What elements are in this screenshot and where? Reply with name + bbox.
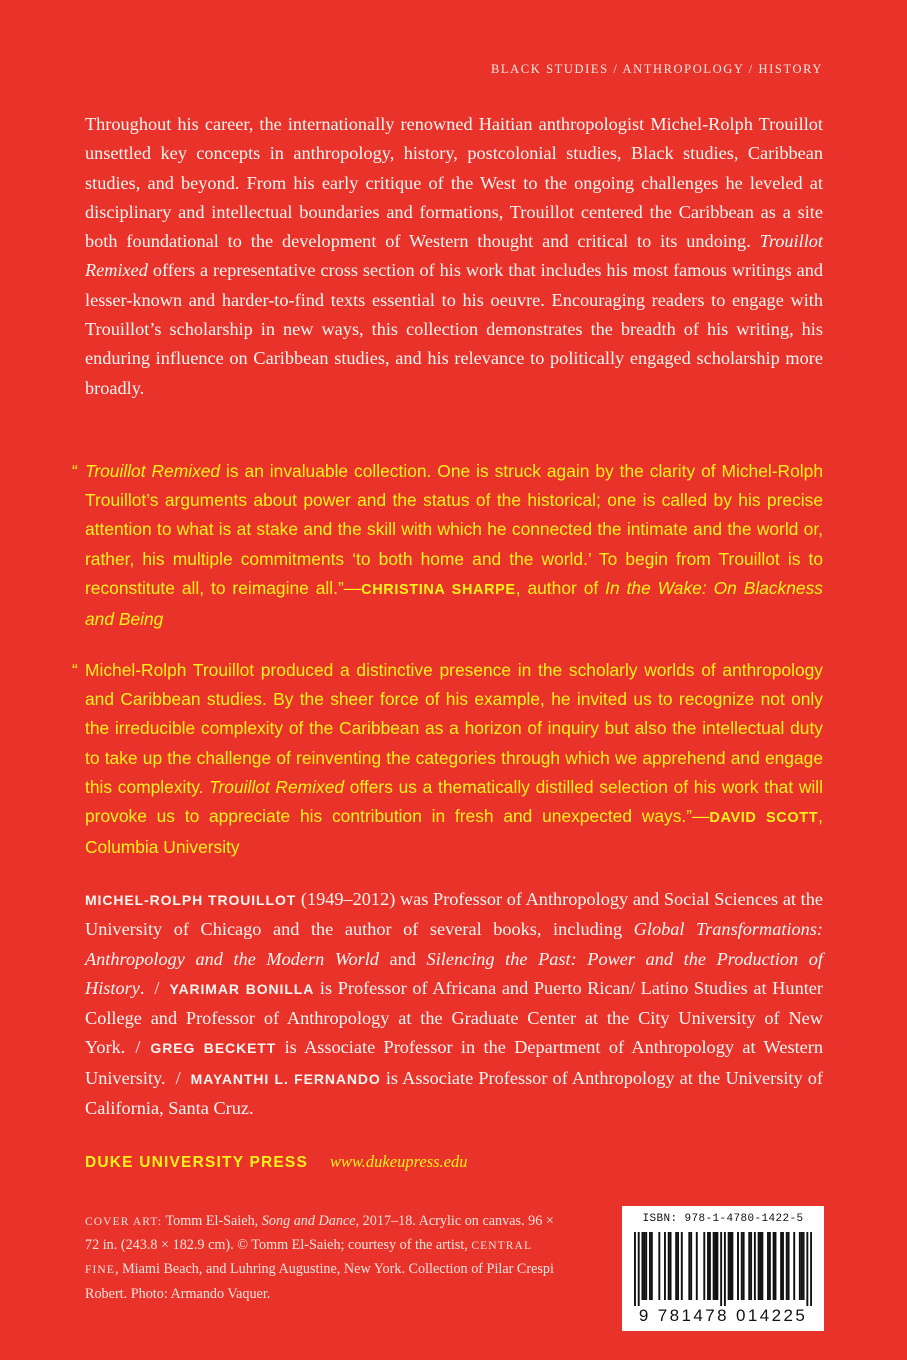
quote-affiliation: , author of — [515, 577, 606, 598]
quote-text: offers us a thematically distilled selection of his work that will provoke us to appreciate his contribution in fresh and unexpected ways.”— — [85, 776, 824, 827]
credits-text: , Miami Beach, and Luhring Augustine, New York. Collection of Pilar Crespi Robert. Photo: Armando Vaquer. — [85, 1261, 554, 1302]
description-text: offers a representative cross section of his work that includes his most famous writings and lesser-known and harder-to-find texts essential to his oeuvre. Encouraging readers to engage with Trouillot’s scholarship in new ways, this collection demonstrates the breadth of his writing, his enduring influence on Caribbean studies, and his relevance to politically engaged scholarship more broadly. — [85, 260, 823, 398]
bio-book-title: Global Transformations: Anthropology and the Modern World — [85, 919, 824, 969]
barcode-bar — [743, 1232, 745, 1300]
barcode-bar — [748, 1232, 750, 1300]
barcode-bar — [720, 1232, 722, 1306]
barcode-bar — [709, 1232, 711, 1300]
author-bios — [85, 885, 823, 1123]
barcode-bar — [761, 1232, 763, 1300]
barcode-bar — [675, 1232, 677, 1300]
bio-text: . — [139, 977, 145, 998]
barcode-bar — [769, 1232, 771, 1300]
publisher-name: DUKE UNIVERSITY PRESS — [85, 1154, 309, 1171]
bio-separator: / — [175, 1067, 181, 1088]
barcode-bar — [737, 1232, 739, 1300]
barcode-bar — [715, 1232, 717, 1300]
endorsement-quote — [72, 656, 824, 862]
bio-text: is Professor of Africana and Puerto Rican/ Latino Studies at Hunter College and Professor of Anthropology at the Graduate Center at the City University of New York. — [85, 977, 823, 1058]
bio-text: is Associate Professor in the Department of Anthropology at Western University. — [85, 1037, 823, 1088]
barcode-bar — [643, 1232, 645, 1300]
barcode-bar — [677, 1232, 679, 1300]
quote-affiliation: , Columbia University — [85, 806, 823, 858]
barcode-bar — [681, 1232, 683, 1300]
barcode-bar — [707, 1232, 709, 1300]
barcode-bar — [767, 1232, 769, 1300]
barcode-bar — [638, 1232, 640, 1306]
barcode-bar — [793, 1232, 795, 1300]
barcode-bar — [728, 1232, 730, 1300]
barcode-bar — [658, 1232, 660, 1300]
credits-text: , 2017–18. Acrylic on canvas. 96 × 72 in. (243.8 × 182.9 cm). © Tomm El-Saieh; courtesy of the artist, — [85, 1213, 554, 1254]
quote-mark: “ — [72, 461, 78, 481]
barcode-bar — [670, 1232, 672, 1300]
barcode-bar — [690, 1232, 692, 1300]
quote-author: CHRISTINA SHARPE — [361, 581, 516, 598]
quote-mark: “ — [72, 660, 78, 680]
bio-text: (1949–2012) was Professor of Anthropology and Social Sciences at the University of Chicago and the author of several books, including — [85, 889, 823, 940]
book-title: Trouillot Remixed — [209, 776, 345, 797]
barcode-bar — [634, 1232, 636, 1306]
barcode-bar — [668, 1232, 670, 1300]
barcode-bar — [754, 1232, 756, 1300]
barcode-bar — [651, 1232, 653, 1300]
credits-text: Tomm El-Saieh, — [162, 1213, 262, 1229]
barcode-bar — [741, 1232, 743, 1300]
barcode-bar — [788, 1232, 790, 1300]
quote-author: DAVID SCOTT — [709, 810, 819, 827]
bio-book-title: Silencing the Past: Power and the Production of History — [85, 948, 823, 998]
barcode-bar — [731, 1232, 733, 1300]
barcode-bar — [782, 1232, 784, 1300]
quote-text: Michel-Rolph Trouillot produced a distinctive presence in the scholarly worlds of anthropology and Caribbean studies. By the sheer force of his example, he invited us to recognize not only the irreducible complexity of the Caribbean as a horizon of inquiry but also the intellectual duty to take up the challenge of reinventing the categories through which we apprehend and engage this complexity. — [85, 660, 823, 797]
book-title: Trouillot Remixed — [85, 231, 823, 281]
barcode-bar — [775, 1232, 777, 1300]
barcode-bar — [641, 1232, 643, 1300]
ean-number: 9 781478 014225 — [638, 1306, 808, 1325]
barcode-bar — [806, 1232, 808, 1306]
barcode-bar — [716, 1232, 718, 1300]
barcode-bar — [786, 1232, 788, 1300]
publisher-url[interactable]: www.dukeupress.edu — [330, 1152, 468, 1171]
barcode-bar — [688, 1232, 690, 1300]
gallery-name: CENTRAL FINE — [85, 1240, 532, 1277]
publisher-line — [85, 1152, 468, 1172]
barcode-bar — [713, 1232, 715, 1300]
credits-label: COVER ART: — [85, 1216, 163, 1228]
bio-text: and — [378, 948, 427, 969]
book-title: Trouillot Remixed — [85, 461, 221, 481]
barcode-bar — [645, 1232, 647, 1300]
barcode-bar — [758, 1232, 760, 1300]
barcode-bar — [780, 1232, 782, 1300]
bio-text: is Associate Professor of Anthropology at the University of California, Santa Cruz. — [85, 1067, 823, 1119]
bio-name: MICHEL-ROLPH TROUILLOT — [85, 892, 297, 908]
barcode-icon — [634, 1232, 812, 1306]
barcode-bar — [724, 1232, 726, 1306]
barcode-bar — [810, 1232, 812, 1306]
description-text: Throughout his career, the internationally renowned Haitian anthropologist Michel-Rolph Trouillot unsettled key concepts in anthropology, history, postcolonial studies, Black studies, Caribbean studies, and beyond. From his early critique of the West to the ongoing challenges he leveled at disciplinary and intellectual boundaries and formations, Trouillot centered the Caribbean as a site both foundational to the development of Western thought and critical to its undoing. — [85, 114, 823, 252]
bio-name: GREG BECKETT — [150, 1040, 277, 1057]
barcode-bar — [760, 1232, 762, 1300]
barcode-bar — [801, 1232, 803, 1300]
quote-text: is an invaluable collection. One is struck again by the clarity of Michel-Rolph Trouillot’s arguments about power and the status of the historical; one is called by his precise attention to what is at stake and the skill with which he connected the intimate and the world or, rather, his multiple commitments ‘to both home and the world.’ To begin from Trouillot is to reconstitute all, to reimagine all.”— — [85, 461, 823, 598]
subject-categories: BLACK STUDIES / ANTHROPOLOGY / HISTORY — [490, 62, 823, 76]
barcode-panel — [622, 1206, 824, 1331]
barcode-bar — [649, 1232, 651, 1300]
barcode-bar — [703, 1232, 705, 1300]
author-book-title: In the Wake: On Blackness and Being — [85, 577, 823, 630]
artwork-title: Song and Dance — [261, 1213, 356, 1229]
barcode-bar — [730, 1232, 732, 1300]
bio-name: MAYANTHI L. FERNANDO — [190, 1070, 381, 1087]
barcode-bar — [803, 1232, 805, 1300]
barcode-bar — [773, 1232, 775, 1300]
barcode-bar — [799, 1232, 801, 1300]
isbn-label: ISBN: 978-1-4780-1422-5 — [642, 1213, 804, 1225]
bio-separator: / — [135, 1037, 141, 1058]
barcode-bar — [664, 1232, 666, 1300]
endorsement-quote — [72, 457, 823, 634]
cover-art-credits — [85, 1210, 555, 1306]
bio-separator: / — [154, 977, 160, 998]
bio-name: YARIMAR BONILLA — [169, 980, 315, 997]
book-description — [85, 110, 823, 403]
barcode-bar — [750, 1232, 752, 1300]
barcode-bar — [696, 1232, 698, 1300]
